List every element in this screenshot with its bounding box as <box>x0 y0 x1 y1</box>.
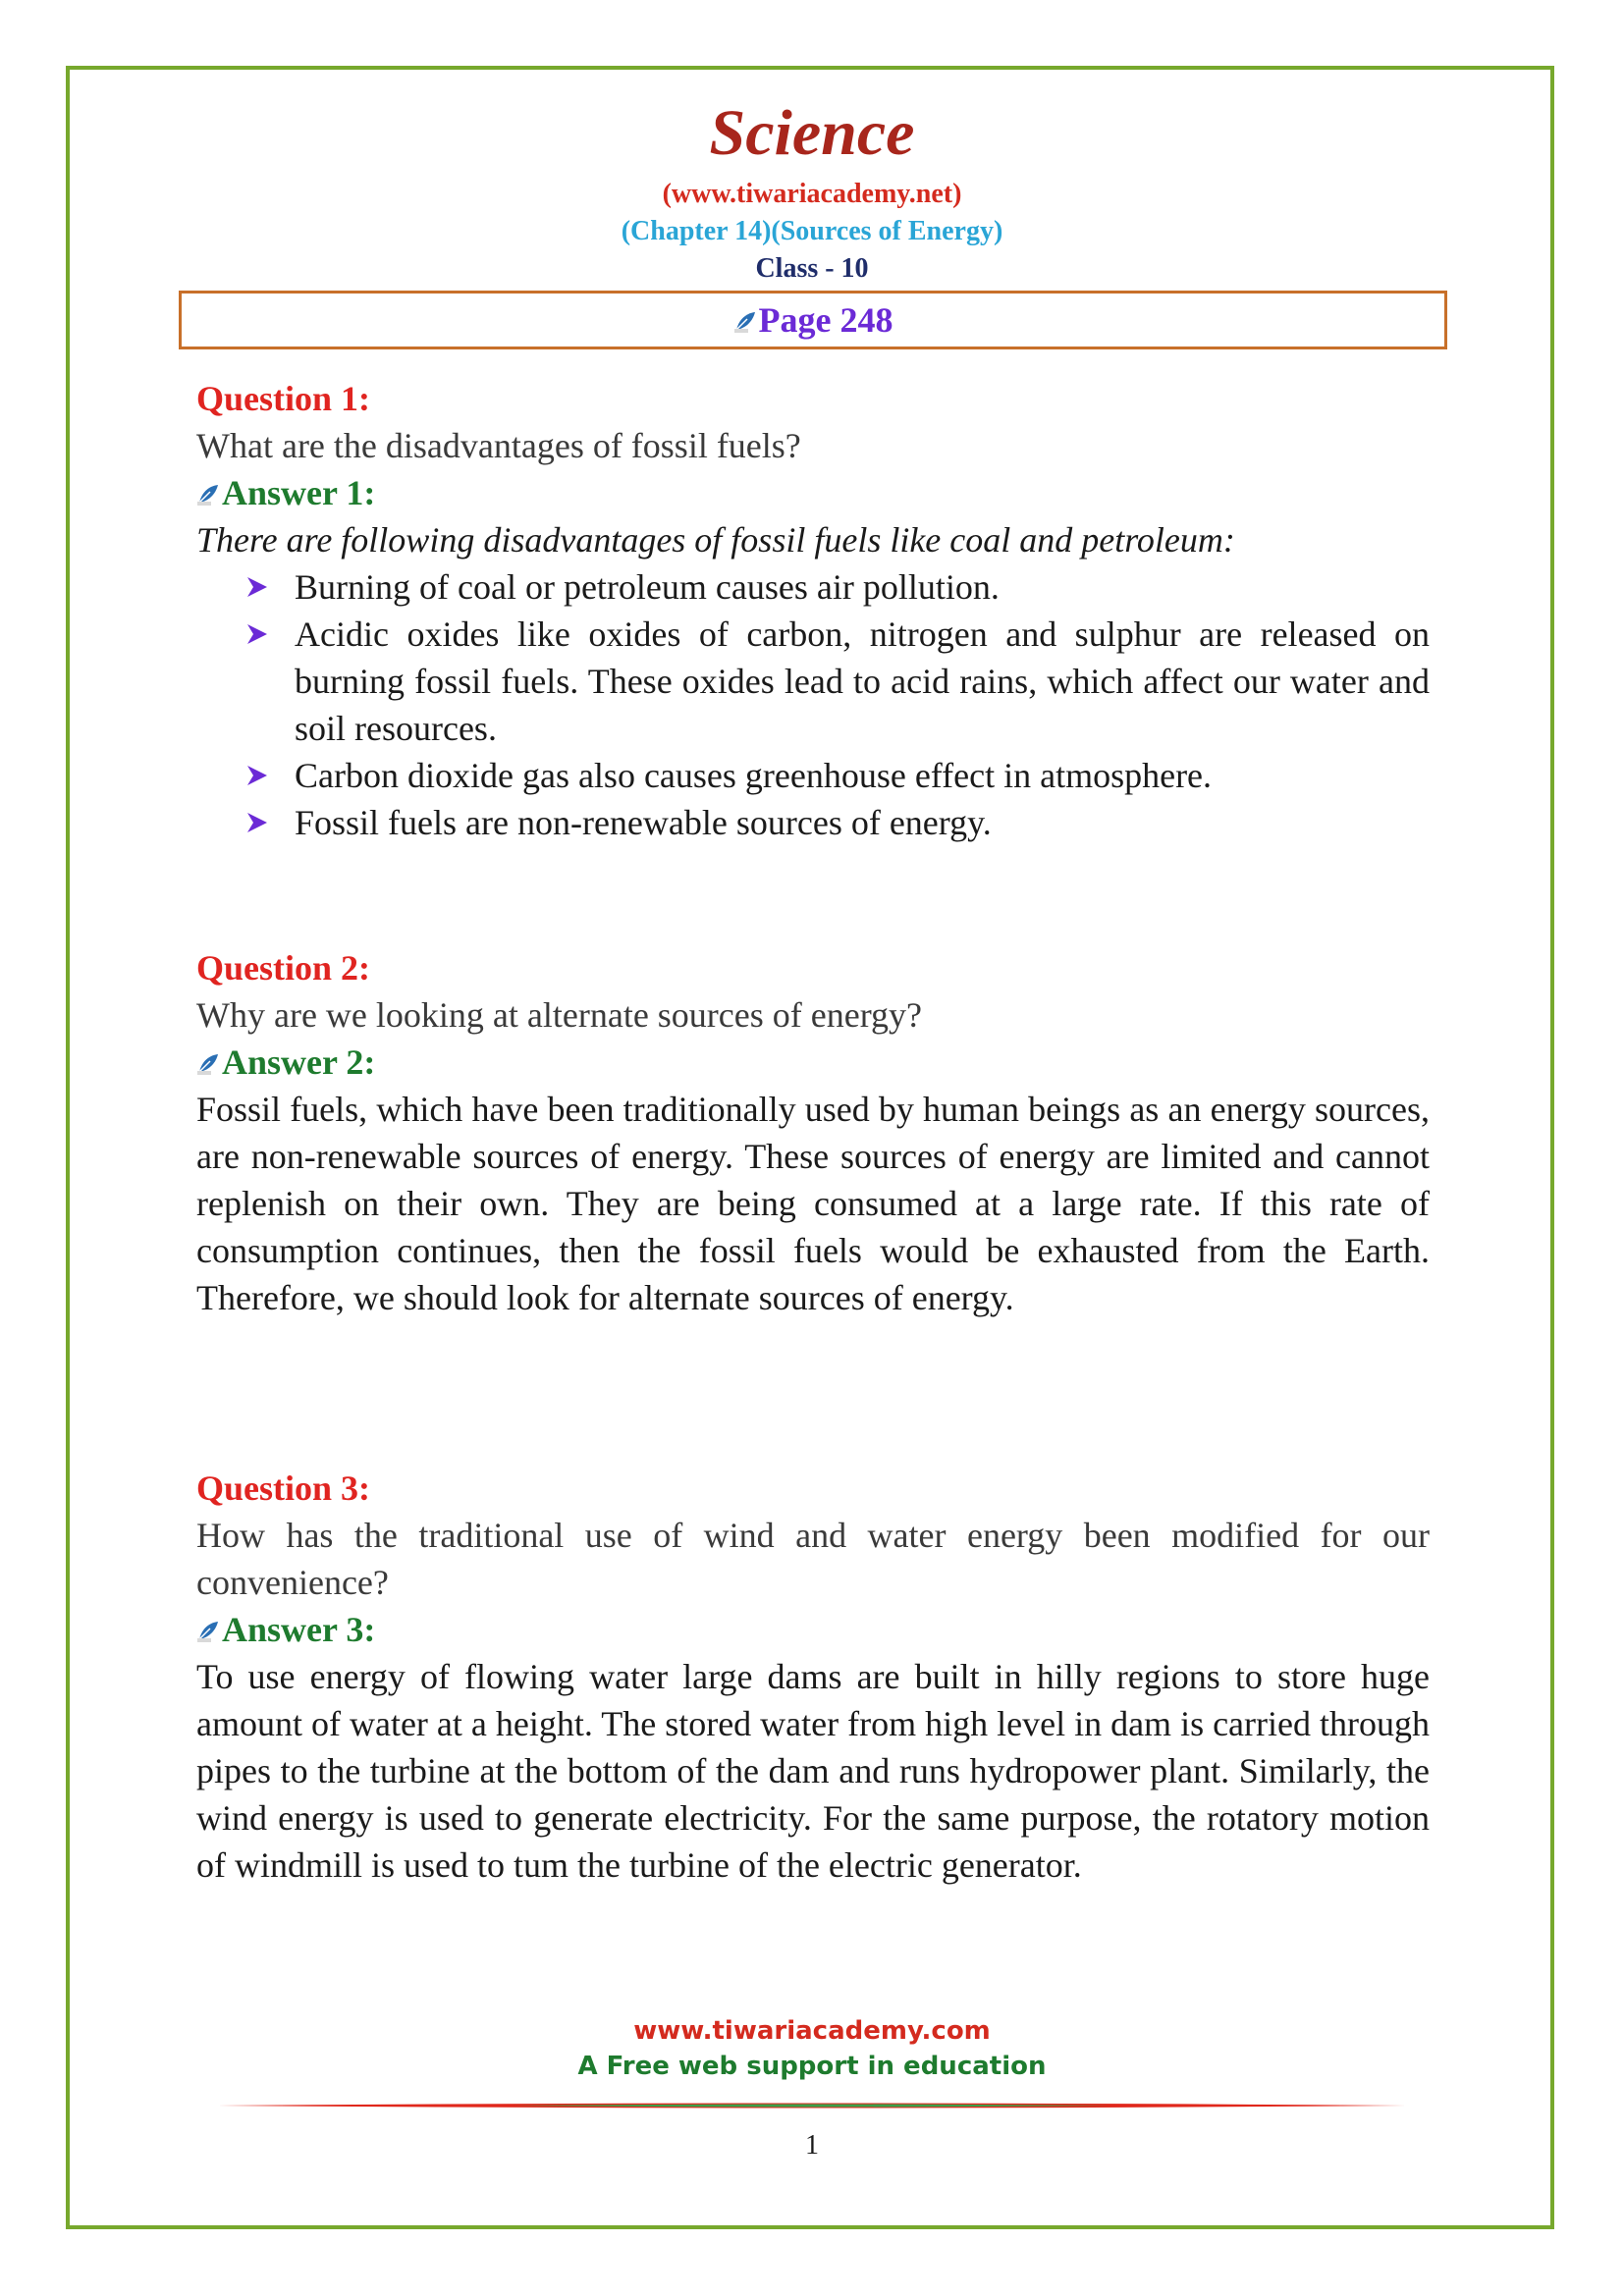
list-item <box>196 752 1430 799</box>
page-title: Science <box>709 97 915 169</box>
footer-site: www.tiwariacademy.com <box>633 2016 991 2046</box>
answer-1-list <box>196 563 1430 846</box>
list-item-text: Burning of coal or petroleum causes air pollution. <box>295 567 1000 607</box>
page-label-box <box>179 291 1447 349</box>
leaf-logo-icon <box>196 1052 220 1076</box>
arrow-bullet-icon <box>245 764 269 787</box>
answer-3-text: To use energy of flowing water large dams are built in hilly regions to store huge amount of water at a height. The stored water from high level in dam is carried through pipes to the turbine at the bottom of the dam and runs hydropower plant. Similarly, the wind energy is used to generate electricity. For the same purpose, the rotatory motion of windmill is used to tum the turbine of the electric generator. <box>196 1657 1430 1885</box>
chapter-name: (Sources of Energy) <box>771 216 1003 246</box>
leaf-logo-icon <box>196 483 220 507</box>
question-3-block <box>196 1465 1430 1889</box>
list-item <box>196 611 1430 752</box>
leaf-logo-icon <box>196 1620 220 1643</box>
question-1-heading: Question 1: <box>196 379 371 418</box>
question-3-text: How has the traditional use of wind and water energy been modified for our convenience? <box>196 1516 1430 1602</box>
page-label-wrap <box>733 300 893 340</box>
chapter-line <box>0 216 1624 247</box>
answer-2-heading-row <box>196 1039 1430 1086</box>
arrow-bullet-icon <box>245 811 269 834</box>
question-2-heading: Question 2: <box>196 948 371 988</box>
answer-3-heading: Answer 3: <box>222 1610 376 1649</box>
arrow-bullet-icon <box>245 622 269 646</box>
page-number: 1 <box>805 2130 819 2161</box>
question-2-block <box>196 944 1430 1321</box>
answer-3-heading-row <box>196 1606 1430 1653</box>
list-item-text: Acidic oxides like oxides of carbon, nitrogen and sulphur are released on burning fossil fuels. These oxides lead to acid rains, which affect our water and soil resources. <box>295 614 1430 748</box>
question-3-heading: Question 3: <box>196 1468 371 1508</box>
list-item-text: Carbon dioxide gas also causes greenhouse effect in atmosphere. <box>295 756 1213 795</box>
chapter-number: (Chapter 14) <box>621 216 772 246</box>
footer-divider <box>218 2101 1406 2110</box>
question-1-text: What are the disadvantages of fossil fuels? <box>196 426 801 465</box>
header-site: (www.tiwariacademy.net) <box>662 179 962 209</box>
footer-tagline: A Free web support in education <box>577 2052 1047 2081</box>
answer-1-heading-row <box>196 469 1430 516</box>
list-item <box>196 799 1430 846</box>
arrow-bullet-icon <box>245 575 269 599</box>
leaf-logo-icon <box>733 310 757 334</box>
answer-1-intro: There are following disadvantages of fossil fuels like coal and petroleum: <box>196 520 1235 560</box>
class-label: Class - 10 <box>755 253 869 284</box>
question-1-block <box>196 375 1430 846</box>
question-2-text: Why are we looking at alternate sources of energy? <box>196 995 923 1035</box>
list-item-text: Fossil fuels are non-renewable sources of energy. <box>295 803 992 842</box>
answer-1-heading: Answer 1: <box>222 473 376 512</box>
list-item <box>196 563 1430 611</box>
answer-2-text: Fossil fuels, which have been traditionally used by human beings as an energy sources, are non-renewable sources of energy. These sources of energy are limited and cannot replenish on their own. They are being consumed at a large rate. If this rate of consumption continues, then the fossil fuels would be exhausted from the Earth. Therefore, we should look for alternate sources of energy. <box>196 1090 1430 1317</box>
answer-2-heading: Answer 2: <box>222 1042 376 1082</box>
page-label: Page 248 <box>758 300 893 340</box>
